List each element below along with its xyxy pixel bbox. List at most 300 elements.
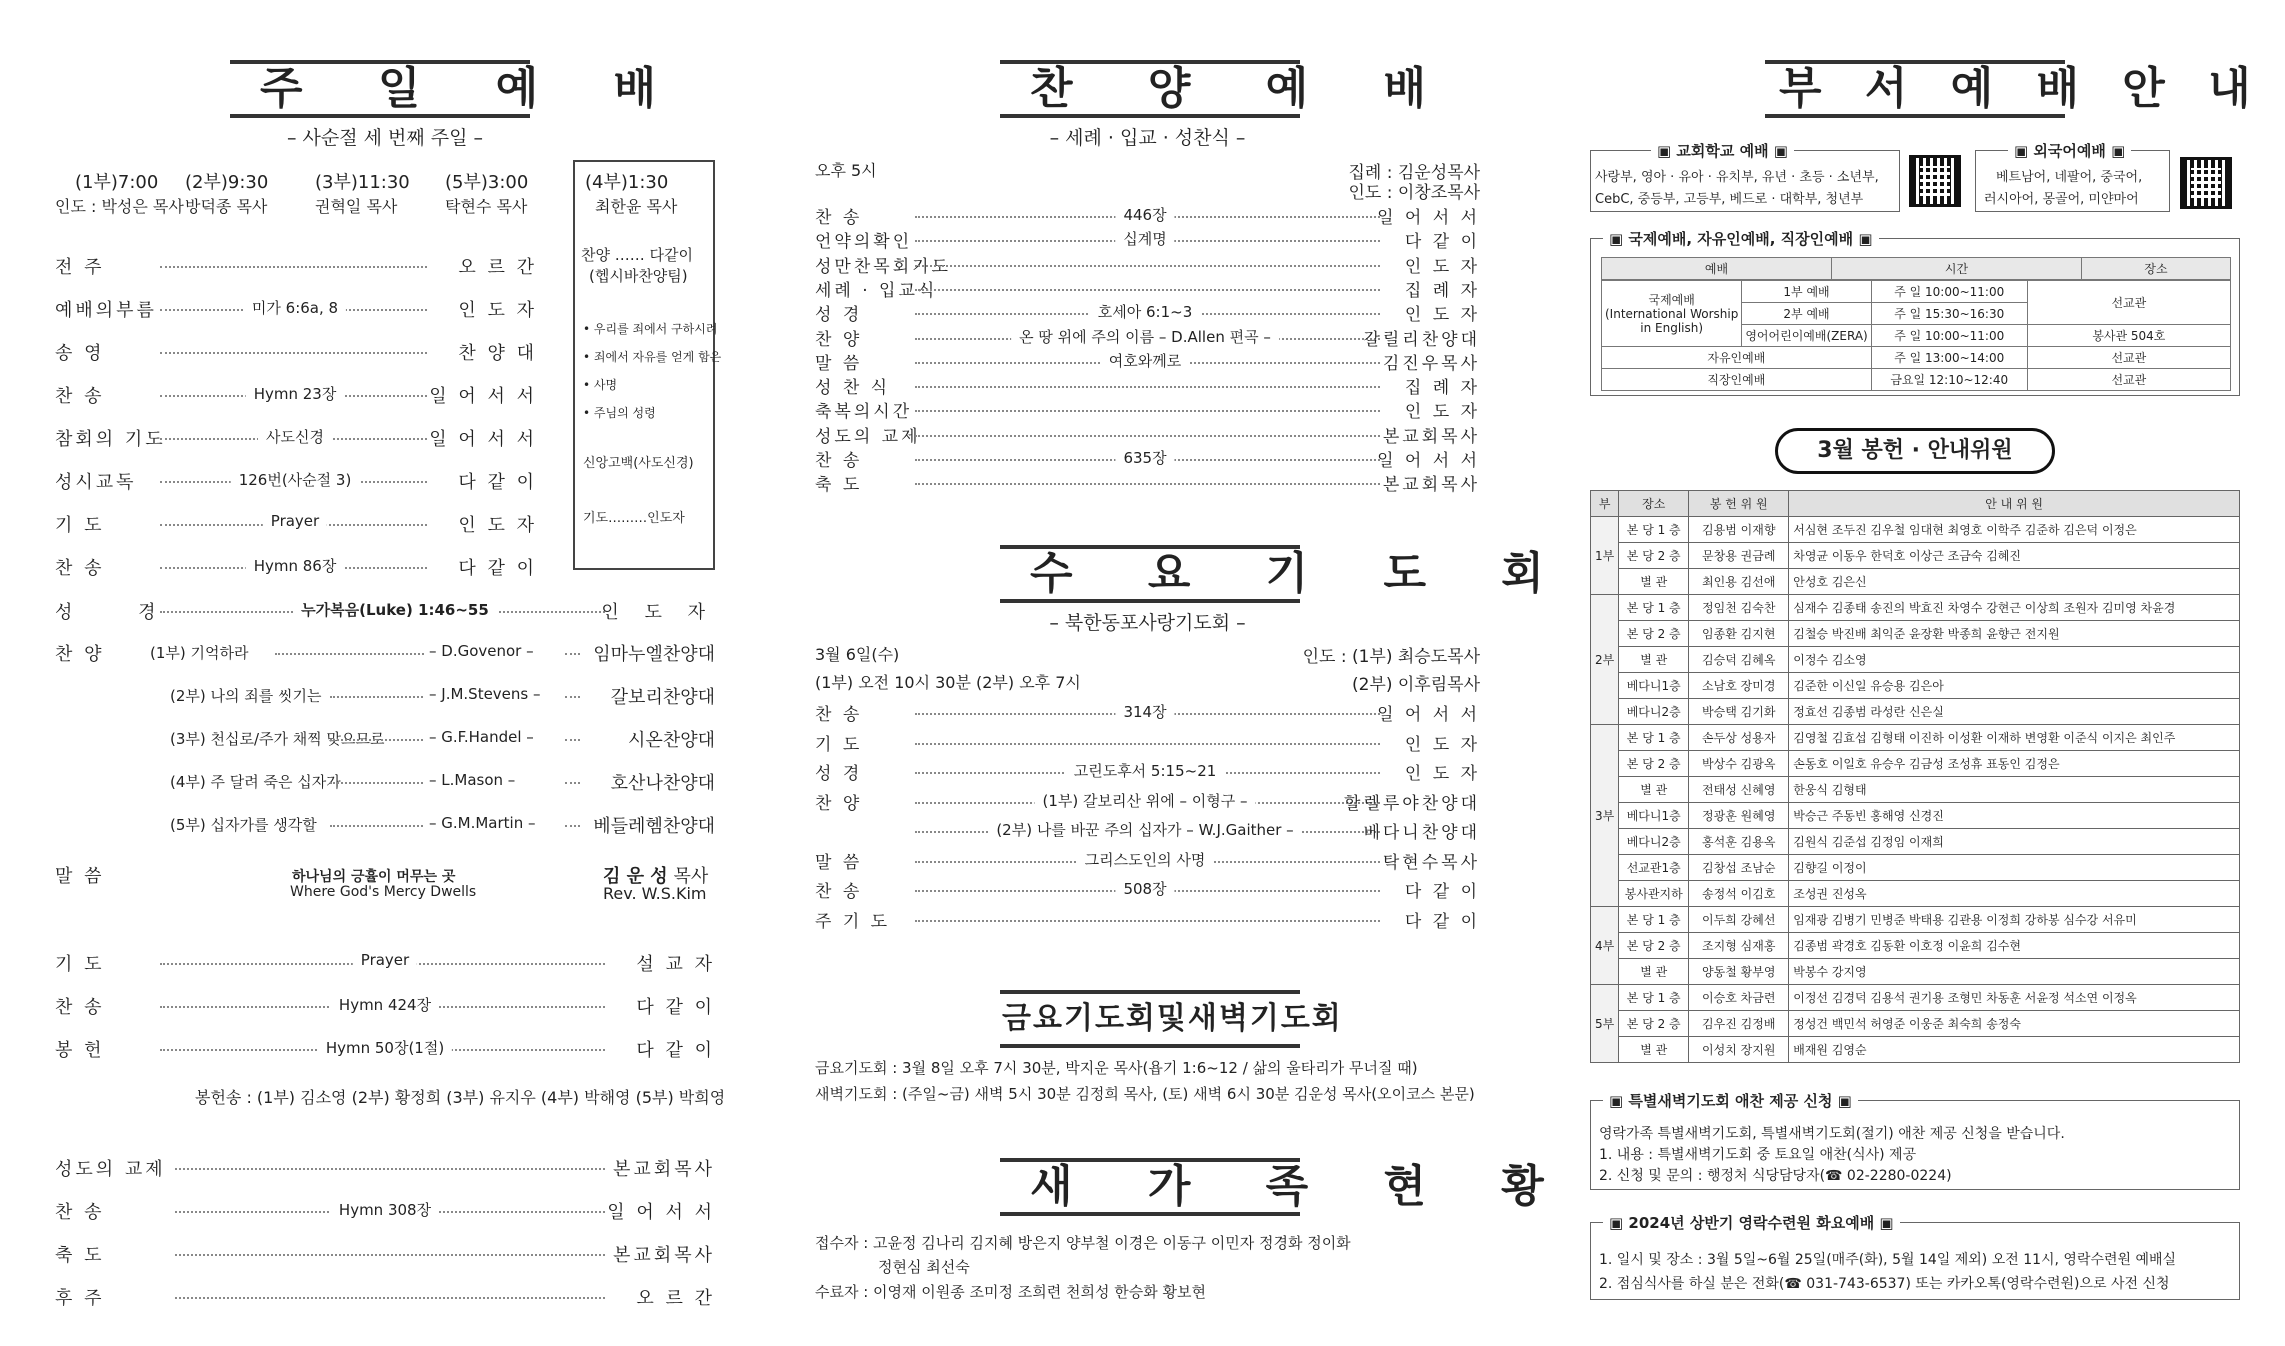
service-time: (3부)11:30 — [315, 172, 410, 193]
intl-cell: 영어어린이예배(ZERA) — [1742, 325, 1871, 347]
offering-cell: 손두상 성용자 — [1689, 725, 1789, 751]
offering-solo: 봉헌송 : (1부) 김소영 (2부) 황정희 (3부) 유지우 (4부) 박해영 (5부) 박희영 — [195, 1088, 726, 1107]
offering-cell: 봉사관지하 — [1619, 881, 1689, 907]
sunday-subtitle: – 사순절 세 번째 주일 – — [286, 127, 484, 149]
dotted-leader — [160, 266, 427, 268]
service-leader: 방덕종 목사 — [185, 197, 268, 216]
order-item: 십계명 — [1115, 228, 1174, 249]
intl-name-cell — [1602, 281, 1742, 347]
offering-cell: 김준한 이신일 유승용 김은아 — [1789, 673, 2240, 699]
order-item: 여호와께로 — [1101, 350, 1189, 371]
anthem-choir: 시온찬양대 — [628, 730, 715, 751]
anthem-title: (1부) 기억하라 — [150, 644, 249, 662]
offering-cell: 김용범 이재향 — [1689, 517, 1789, 543]
school-box — [1590, 142, 1900, 212]
service-time: (1부)7:00 — [75, 172, 159, 193]
qr-code-icon — [1909, 155, 1961, 207]
service-group: 1부 — [1591, 517, 1619, 595]
order-label: 성도의 교제 — [815, 426, 921, 447]
offering-cell: 본 당 1 층 — [1619, 595, 1689, 621]
offering-cell: 홍석훈 김용옥 — [1689, 829, 1789, 855]
sermon-label: 말 씀 — [55, 866, 105, 887]
box-song-3: • 사명 — [583, 378, 618, 392]
order-item: 온 땅 위에 주의 이름 – D.Allen 편곡 – — [1011, 326, 1279, 347]
order-label: 말 씀 — [815, 852, 863, 873]
order-role: 찬 양 대 — [458, 343, 537, 364]
order-label: 말 씀 — [815, 353, 863, 374]
order-row — [55, 1198, 715, 1222]
offering-cell: 김창섭 조남순 — [1689, 855, 1789, 881]
offering-cell: 임재광 김병기 민병준 박태용 김관용 이정희 강하봉 심수강 서유미 — [1789, 907, 2240, 933]
offering-cell: 본 당 2 층 — [1619, 751, 1689, 777]
order-row — [55, 1241, 715, 1265]
intl-name-3: in English) — [1640, 320, 1704, 335]
order-role: 오 르 간 — [636, 1288, 715, 1309]
intl-name-2: (International Worship — [1605, 306, 1739, 321]
offering-cell: 이두희 강혜선 — [1689, 907, 1789, 933]
order-label: 전 주 — [55, 257, 105, 278]
order-item: (2부) 나를 바꾼 주의 십자가 – W.J.Gaither – — [988, 819, 1301, 840]
service-leader: 인도 : 박성은 목사 — [55, 197, 184, 216]
order-row — [815, 203, 1480, 227]
sunday-worship-column — [55, 0, 726, 1346]
intl-cell: 선교관 — [2027, 281, 2230, 325]
order-row — [815, 877, 1480, 901]
school-header: ▣ 교회학교 예배 ▣ — [1651, 140, 1794, 161]
order-label: 언약의확인 — [815, 232, 913, 253]
intl-cell: 직장인예배 — [1602, 369, 1872, 391]
order-item: Hymn 86장 — [246, 555, 345, 576]
praise-presider: 집례 : 김운성목사 — [1348, 163, 1480, 183]
table-row — [1591, 985, 2240, 1011]
offering-cell: 본 당 2 층 — [1619, 1011, 1689, 1037]
sermon-title: 하나님의 긍휼이 머무는 곳 — [292, 869, 456, 885]
order-label: 찬 송 — [815, 208, 863, 228]
order-label: 찬 송 — [55, 1202, 105, 1223]
department-title: 부 서 예 배 안 내 — [1765, 60, 2065, 118]
international-body — [1601, 280, 2231, 391]
order-label: 주 기 도 — [815, 911, 891, 932]
offering-cell: 박승택 김기화 — [1689, 699, 1789, 725]
order-role: 일 어 서 서 — [1377, 705, 1480, 725]
service-leader: 최한윤 목사 — [595, 197, 678, 216]
offering-cell: 본 당 2 층 — [1619, 933, 1689, 959]
order-role: 다 같 이 — [636, 997, 715, 1018]
offering-cell: 별 관 — [1619, 959, 1689, 985]
anthem-choir: 임마누엘찬양대 — [593, 644, 715, 665]
international-table — [1601, 257, 2231, 280]
offering-cell: 베다니2층 — [1619, 699, 1689, 725]
order-item: Prayer — [263, 512, 327, 530]
retreat-box — [1590, 1214, 2240, 1300]
order-label: 성 경 — [815, 764, 863, 784]
offering-cell: 소남호 장미경 — [1689, 673, 1789, 699]
offering-cell: 김향길 이정이 — [1789, 855, 2240, 881]
offering-cell: 김영철 김효섭 김형태 이진하 이성환 이재하 변영환 이준식 이지은 최인주 — [1789, 725, 2240, 751]
order-row — [815, 818, 1480, 842]
offering-cell: 임종환 김지현 — [1689, 621, 1789, 647]
order-row — [815, 349, 1480, 373]
intl-cell: 2부 예배 — [1742, 303, 1871, 325]
intl-cell: 금요일 12:10~12:40 — [1871, 369, 2027, 391]
school-line-1: 사랑부, 영아 · 유아 · 유치부, 유년 · 초등 · 소년부, — [1595, 170, 1879, 185]
order-role: 본교회목사 — [1382, 475, 1480, 496]
order-role: 인 도 자 — [1404, 402, 1480, 423]
service-group: 5부 — [1591, 985, 1619, 1063]
order-row — [815, 325, 1480, 349]
order-role: 다 같 이 — [636, 1040, 715, 1061]
order-label: 기 도 — [815, 734, 863, 755]
new-family-line-2: 정현심 최선숙 — [878, 1258, 970, 1276]
anthem-label: 찬 양 — [55, 644, 105, 665]
order-row — [55, 339, 537, 363]
order-item: 미가 6:6a, 8 — [244, 297, 346, 318]
order-role: 다 같 이 — [1404, 911, 1480, 932]
anthem-composer: – D.Govenor – — [425, 642, 538, 660]
anthem-title: (2부) 나의 죄를 씻기는 — [170, 687, 322, 705]
dotted-leader — [175, 1168, 605, 1170]
new-family-line-3: 수료자 : 이영재 이원종 조미정 조희련 천희성 한승화 황보현 — [815, 1283, 1206, 1301]
order-item: 635장 — [1115, 447, 1174, 468]
table-row — [1591, 699, 2240, 725]
table-row — [1591, 569, 2240, 595]
offering-cell: 박승근 주동빈 홍해영 신경진 — [1789, 803, 2240, 829]
order-row — [55, 511, 537, 535]
department-column — [1590, 0, 2265, 1346]
offering-cell: 전태성 신혜영 — [1689, 777, 1789, 803]
new-family-line-1: 접수자 : 고윤정 김나리 김지혜 방은지 양부철 이경은 이동구 이민자 정경화 정이화 — [815, 1234, 1351, 1252]
order-row — [55, 296, 537, 320]
box-song-2: • 죄에서 자유를 얻게 함은 — [583, 350, 722, 364]
table-row — [1591, 933, 2240, 959]
order-row — [815, 730, 1480, 754]
preacher-en: Rev. W.S.Kim — [603, 884, 707, 903]
order-row — [55, 554, 537, 578]
service-leader: 권혁일 목사 — [315, 197, 398, 216]
order-row — [815, 759, 1480, 783]
intl-cell: 봉사관 504호 — [2027, 325, 2230, 347]
order-label: 참회의 기도 — [55, 429, 166, 450]
service-time: (4부)1:30 — [585, 172, 669, 193]
dotted-leader — [915, 289, 1380, 291]
offering-cell: 별 관 — [1619, 777, 1689, 803]
order-row — [55, 1036, 715, 1060]
service-group: 2부 — [1591, 595, 1619, 725]
offering-cell: 정효선 김종범 라성란 신은실 — [1789, 699, 2240, 725]
preacher-name: 김 운 성 — [603, 866, 668, 887]
order-role: 탁현수목사 — [1382, 852, 1480, 873]
box-team: (헵시바찬양팀) — [589, 267, 688, 285]
offering-cell: 별 관 — [1619, 647, 1689, 673]
offering-cell: 정임천 김숙찬 — [1689, 595, 1789, 621]
order-item: 126번(사순절 3) — [231, 469, 360, 490]
table-row — [1591, 803, 2240, 829]
order-role: 인 도 자 — [458, 515, 537, 536]
order-label: 성시교독 — [55, 472, 137, 493]
offering-cell: 김원식 김준섭 김정임 이재희 — [1789, 829, 2240, 855]
offering-cell: 정광훈 원혜영 — [1689, 803, 1789, 829]
order-row — [815, 397, 1480, 421]
dotted-leader — [915, 743, 1380, 745]
order-label: 기 도 — [55, 515, 105, 536]
intl-cell: 주 일 15:30~16:30 — [1871, 303, 2027, 325]
offering-committee-title: 3월 봉헌 · 안내위원 — [1775, 428, 2055, 474]
dotted-leader — [175, 1297, 605, 1299]
offering-cell: 본 당 1 층 — [1619, 985, 1689, 1011]
international-box — [1590, 230, 2240, 396]
offering-cell: 별 관 — [1619, 1037, 1689, 1063]
order-row — [55, 1155, 715, 1179]
order-item: 그리스도인의 사명 — [1077, 849, 1214, 870]
offering-cell: 배재원 김영순 — [1789, 1037, 2240, 1063]
foreign-header: ▣ 외국어예배 ▣ — [2008, 140, 2131, 161]
intl-cell: 주 일 10:00~11:00 — [1871, 325, 2027, 347]
anthem-title: (3부) 천십로/주가 채찍 맞으므로 — [170, 730, 385, 748]
order-label: 찬 송 — [55, 558, 105, 579]
retreat-line-1: 1. 일시 및 장소 : 3월 5일~6월 25일(매주(화), 5월 14일 제외) 오전 11시, 영락수련원 예배실 — [1599, 1252, 2177, 1268]
dotted-leader — [565, 825, 580, 827]
offering-cell: 이정수 김소영 — [1789, 647, 2240, 673]
offering-header-cell: 장소 — [1619, 491, 1689, 517]
order-label: 축복의시간 — [815, 402, 913, 423]
order-label: 찬 송 — [815, 705, 863, 725]
order-role: 일 어 서 서 — [1377, 208, 1480, 228]
offering-cell: 김철승 박진배 최익준 윤장환 박종희 윤향근 전지원 — [1789, 621, 2240, 647]
praise-worship-column — [815, 0, 1574, 1346]
anthem-title: (4부) 주 달려 죽은 십자가 — [170, 773, 341, 791]
order-row — [55, 468, 537, 492]
table-row — [1591, 751, 2240, 777]
foreign-box — [1975, 142, 2170, 212]
order-row — [55, 425, 537, 449]
offering-cell: 박봉수 강지영 — [1789, 959, 2240, 985]
intl-cell: 선교관 — [2027, 369, 2230, 391]
order-row — [55, 598, 715, 622]
order-label: 봉 헌 — [55, 1040, 105, 1061]
praise-leader: 인도 : 이창조목사 — [1348, 183, 1480, 203]
offering-cell: 베다니1층 — [1619, 803, 1689, 829]
offering-cell: 본 당 2 층 — [1619, 543, 1689, 569]
friday-line-1: 금요기도회 : 3월 8일 오후 7시 30분, 박지운 목사(욥기 1:6~12 / 삶의 울타리가 무너질 때) — [815, 1059, 1418, 1077]
order-row — [815, 789, 1480, 813]
order-role: 본교회목사 — [613, 1159, 715, 1180]
order-label: 성 경 — [815, 305, 863, 326]
anthem-composer: – J.M.Stevens – — [425, 685, 545, 703]
offering-cell: 최인용 김선애 — [1689, 569, 1789, 595]
order-row — [815, 848, 1480, 872]
offering-cell: 차영균 이동우 한덕호 이상근 조금숙 김혜진 — [1789, 543, 2240, 569]
offering-cell: 송정석 이김호 — [1689, 881, 1789, 907]
retreat-header: ▣ 2024년 상반기 영락수련원 화요예배 ▣ — [1603, 1212, 1900, 1233]
offering-cell: 본 당 1 층 — [1619, 517, 1689, 543]
order-row — [55, 382, 537, 406]
offering-cell: 김우진 김정배 — [1689, 1011, 1789, 1037]
praise-worship-title: 찬 양 예 배 — [1000, 60, 1300, 118]
box-praise: 찬양 …… 다같이 — [581, 246, 693, 264]
service-group: 3부 — [1591, 725, 1619, 907]
order-role: 다 같 이 — [1404, 882, 1480, 902]
preacher-title: 목사 — [673, 866, 709, 887]
order-row — [55, 1284, 715, 1308]
anthem-composer: – L.Mason – — [425, 771, 519, 789]
table-row — [1591, 595, 2240, 621]
order-label: 예배의부름 — [55, 300, 157, 321]
table-row — [1591, 829, 2240, 855]
order-role: 일 어 서 서 — [429, 386, 537, 407]
dotted-leader — [565, 696, 580, 698]
offering-cell: 김승덕 김혜옥 — [1689, 647, 1789, 673]
order-role: 인 도 자 — [601, 602, 715, 623]
praise-subtitle: – 세례 · 입교 · 성찬식 – — [1049, 127, 1246, 149]
order-label: 축 도 — [815, 475, 863, 496]
wednesday-subtitle: – 북한동포사랑기도회 – — [1049, 612, 1246, 634]
order-role: 일 어 서 서 — [429, 429, 537, 450]
th-time: 시간 — [1832, 258, 2082, 280]
wednesday-title: 수 요 기 도 회 — [1000, 545, 1300, 603]
order-row — [815, 907, 1480, 931]
order-role: 인 도 자 — [458, 300, 537, 321]
special-line-2: 1. 내용 : 특별새벽기도회 중 토요일 애찬(식사) 제공 — [1599, 1147, 1917, 1163]
sermon-title-en: Where God's Mercy Dwells — [290, 884, 477, 900]
offering-cell: 서심현 조두진 김우철 임대현 최영호 이학주 김준하 김은덕 이정은 — [1789, 517, 2240, 543]
dotted-leader — [565, 782, 580, 784]
offering-cell: 선교관1층 — [1619, 855, 1689, 881]
offering-header-cell: 봉 헌 위 원 — [1689, 491, 1789, 517]
anthem-choir: 베들레헴찬양대 — [593, 816, 715, 837]
order-item: (1부) 갈보리산 위에 – 이형구 – — [1035, 790, 1256, 811]
special-dawn-box — [1590, 1092, 2240, 1190]
offering-cell: 한웅식 김형태 — [1789, 777, 2240, 803]
order-role: 다 같 이 — [458, 558, 537, 579]
wednesday-date: 3월 6일(수) — [815, 645, 900, 664]
order-label: 성 찬 식 — [815, 378, 891, 399]
table-row — [1591, 621, 2240, 647]
order-row — [55, 950, 715, 974]
table-row — [1591, 855, 2240, 881]
wednesday-time: (1부) 오전 10시 30분 (2부) 오후 7시 — [815, 673, 1081, 692]
order-row — [815, 227, 1480, 251]
special-line-3: 2. 신청 및 문의 : 행정처 식당담당자(☎ 02-2280-0224) — [1599, 1168, 1952, 1184]
table-row — [1591, 673, 2240, 699]
order-item: 508장 — [1115, 878, 1174, 899]
friday-title: 금요기도회및새벽기도회 — [1000, 990, 1300, 1048]
anthem-choir: 호산나찬양대 — [610, 773, 715, 794]
order-item: Prayer — [353, 951, 417, 969]
order-role: 인 도 자 — [1404, 256, 1480, 277]
offering-cell: 베다니1층 — [1619, 673, 1689, 699]
scripture-ref: 누가복음(Luke) 1:46~55 — [293, 599, 497, 620]
order-role: 김진우목사 — [1382, 353, 1480, 374]
order-role: 할렐루야찬양대 — [1344, 793, 1480, 814]
offering-header-row — [1591, 491, 2240, 517]
dotted-leader — [915, 265, 1380, 267]
order-role: 집 례 자 — [1404, 280, 1480, 301]
box-creed: 신앙고백(사도신경) — [583, 456, 694, 471]
offering-cell: 조지형 심재홍 — [1689, 933, 1789, 959]
dotted-leader — [915, 920, 1380, 922]
order-label: 찬 송 — [55, 997, 105, 1018]
offering-cell: 심재수 김종태 송진의 박효진 차영수 강현근 이상희 조원자 김미영 차윤경 — [1789, 595, 2240, 621]
dotted-leader — [915, 410, 1380, 412]
order-label: 찬 양 — [815, 793, 863, 814]
service-time: (5부)3:00 — [445, 172, 529, 193]
order-role: 집 례 자 — [1404, 378, 1480, 399]
school-line-2: CebC, 중등부, 고등부, 베드로 · 대학부, 청년부 — [1595, 192, 1864, 207]
order-label: 찬 송 — [815, 451, 863, 471]
offering-cell: 박상수 김광옥 — [1689, 751, 1789, 777]
box-prayer: 기도………인도자 — [583, 511, 685, 526]
order-label: 송 영 — [55, 343, 105, 364]
order-role: 설 교 자 — [636, 954, 715, 975]
table-row — [1591, 1037, 2240, 1063]
intl-cell: 1부 예배 — [1742, 281, 1871, 303]
dotted-leader — [175, 1254, 605, 1256]
order-label: 성 경 — [55, 602, 186, 623]
dotted-leader — [915, 483, 1380, 485]
fourth-service-box — [573, 160, 722, 570]
order-item: 446장 — [1115, 204, 1174, 225]
offering-cell: 정성건 백민석 허영준 이웅준 최숙희 송정숙 — [1789, 1011, 2240, 1037]
offering-cell: 안성호 김은신 — [1789, 569, 2240, 595]
order-role: 인 도 자 — [1404, 734, 1480, 755]
order-label: 후 주 — [55, 1288, 105, 1309]
offering-cell: 본 당 1 층 — [1619, 725, 1689, 751]
offering-cell: 조성권 진성옥 — [1789, 881, 2240, 907]
table-row — [1591, 517, 2240, 543]
friday-line-2: 새벽기도회 : (주일~금) 새벽 5시 30분 김정희 목사, (토) 새벽 6시 30분 김운성 목사(오이코스 본문) — [815, 1085, 1475, 1103]
table-row — [1591, 959, 2240, 985]
offering-cell: 김종범 곽경호 김동환 이호정 이윤희 김수현 — [1789, 933, 2240, 959]
wednesday-leader-1: 인도 : (1부) 최승도목사 — [1302, 647, 1480, 667]
order-label: 찬 송 — [55, 386, 105, 407]
order-role: 다 같 이 — [458, 472, 537, 493]
special-line-1: 영락가족 특별새벽기도회, 특별새벽기도회(절기) 애찬 제공 신청을 받습니다. — [1599, 1126, 2065, 1142]
table-row — [1591, 1011, 2240, 1037]
offering-header-cell: 부 — [1591, 491, 1619, 517]
order-item: Hymn 50장(1절) — [318, 1037, 452, 1058]
international-header: ▣ 국제예배, 자유인예배, 직장인예배 ▣ — [1603, 228, 1879, 249]
order-label: 세례 · 입교식 — [815, 280, 938, 301]
anthem-choir: 갈보리찬양대 — [610, 687, 715, 708]
order-item: Hymn 23장 — [246, 383, 345, 404]
order-row — [815, 276, 1480, 300]
order-row — [815, 300, 1480, 324]
order-item: Hymn 424장 — [331, 994, 439, 1015]
offering-cell: 이승호 차금련 — [1689, 985, 1789, 1011]
dotted-leader — [915, 435, 1380, 437]
intl-name: 국제예배 — [1648, 292, 1695, 307]
offering-cell: 손동호 이일호 유승우 김금성 조성휴 표동인 김정은 — [1789, 751, 2240, 777]
order-role: 갈릴리찬양대 — [1363, 329, 1480, 350]
order-item: 사도신경 — [258, 426, 332, 447]
foreign-line-2: 러시아어, 몽골어, 미얀마어 — [1984, 192, 2139, 207]
dotted-leader — [565, 653, 580, 655]
dotted-leader — [915, 386, 1380, 388]
order-label: 성도의 교제 — [55, 1159, 166, 1180]
foreign-line-1: 베트남어, 네팔어, 중국어, — [1996, 170, 2143, 185]
order-role: 베다니찬양대 — [1363, 823, 1480, 843]
dotted-leader — [160, 352, 427, 354]
new-family-title: 새 가 족 현 황 — [1000, 1158, 1300, 1216]
anthem-title: (5부) 십자가를 생각할 — [170, 816, 317, 834]
anthem-composer: – G.M.Martin – — [425, 814, 540, 832]
order-row — [55, 253, 537, 277]
order-item: Hymn 308장 — [331, 1199, 439, 1220]
offering-cell: 이성치 장지원 — [1689, 1037, 1789, 1063]
offering-table — [1590, 490, 2240, 1063]
anthem-composer: – G.F.Handel – — [425, 728, 538, 746]
order-label: 축 도 — [55, 1245, 105, 1266]
